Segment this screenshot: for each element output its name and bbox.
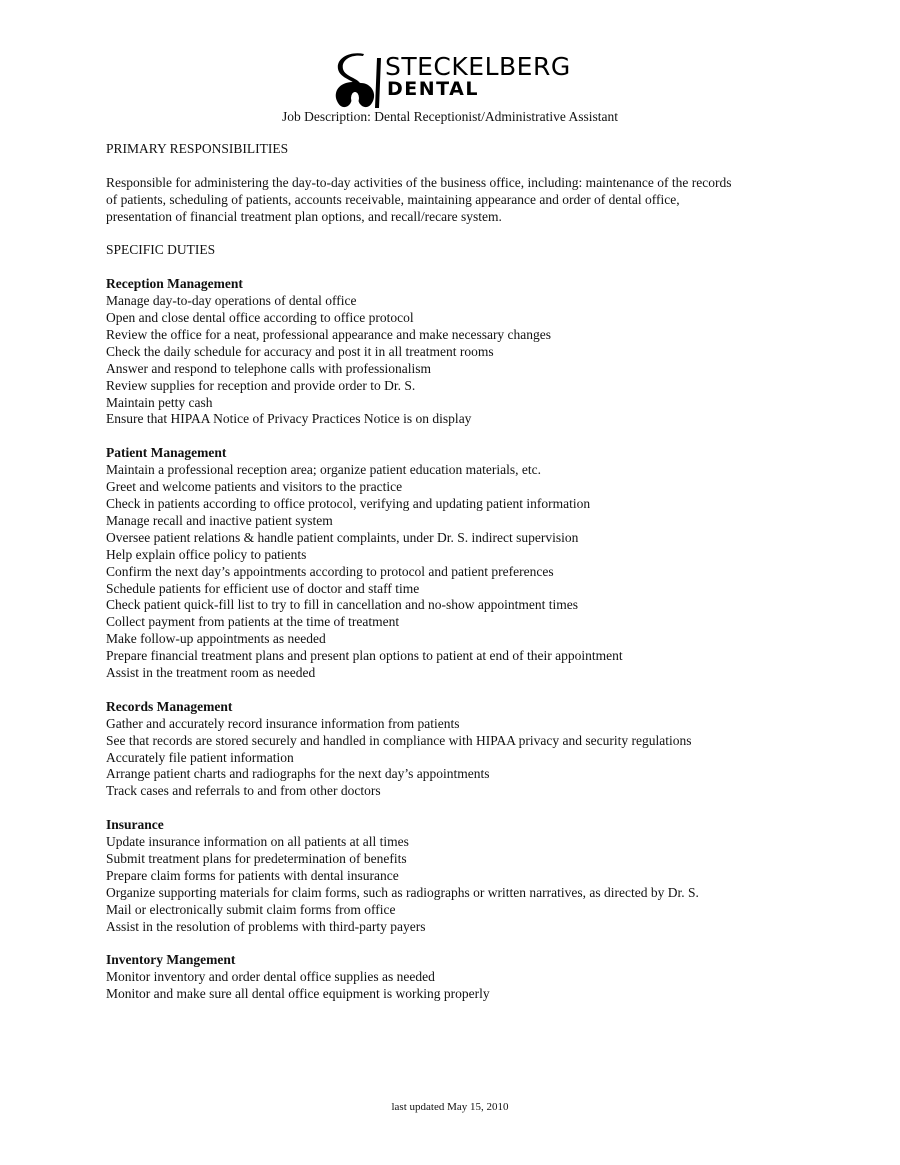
duty-item: Monitor inventory and order dental office supplies as needed — [106, 969, 435, 985]
duty-item: See that records are stored securely and handled in compliance with HIPAA privacy and security regulations — [106, 732, 692, 748]
tooth-s-logo-icon — [333, 52, 389, 110]
section-inventory-management — [106, 952, 806, 1003]
logo-wordmark-top: STECKELBERG — [385, 52, 571, 81]
duty-item: Monitor and make sure all dental office equipment is working properly — [106, 986, 490, 1002]
duty-item: Help explain office policy to patients — [106, 546, 307, 562]
duty-item: Oversee patient relations & handle patient complaints, under Dr. S. indirect supervision — [106, 529, 579, 545]
duty-item: Schedule patients for efficient use of doctor and staff time — [106, 580, 420, 596]
steckelberg-dental-logo — [333, 52, 573, 110]
section-reception-management — [106, 276, 806, 428]
section-heading: Reception Management — [106, 276, 243, 292]
duty-item: Prepare financial treatment plans and present plan options to patient at end of their appointment — [106, 648, 623, 664]
section-insurance — [106, 817, 806, 935]
paragraph-line: of patients, scheduling of patients, accounts receivable, maintaining appearance and order of dental office, — [106, 191, 680, 207]
section-heading: Patient Management — [106, 445, 227, 461]
section-label: PRIMARY RESPONSIBILITIES — [106, 141, 289, 156]
logo-wordmark-bottom: DENTAL — [387, 78, 479, 100]
duty-item: Greet and welcome patients and visitors to the practice — [106, 479, 403, 495]
paragraph-line: presentation of financial treatment plan options, and recall/recare system. — [106, 208, 502, 224]
duty-item: Arrange patient charts and radiographs for the next day’s appointments — [106, 766, 490, 782]
duty-item: Submit treatment plans for predetermination of benefits — [106, 850, 407, 866]
document-body — [106, 141, 806, 1020]
section-label: SPECIFIC DUTIES — [106, 242, 216, 258]
duty-item: Make follow-up appointments as needed — [106, 631, 326, 647]
section-heading: Insurance — [106, 817, 164, 833]
duty-item: Collect payment from patients at the time of treatment — [106, 614, 400, 630]
section-heading: Records Management — [106, 698, 233, 714]
duty-item: Check in patients according to office protocol, verifying and updating patient information — [106, 495, 591, 511]
section-patient-management — [106, 445, 806, 682]
section-records-management — [106, 699, 806, 800]
duty-item: Check the daily schedule for accuracy and post it in all treatment rooms — [106, 343, 494, 359]
duty-item: Maintain petty cash — [106, 394, 213, 410]
paragraph-line: Responsible for administering the day-to-day activities of the business office, including: maintenance of the records — [106, 174, 732, 190]
duty-item: Track cases and referrals to and from other doctors — [106, 783, 381, 799]
duty-item: Prepare claim forms for patients with dental insurance — [106, 867, 399, 883]
duty-item: Confirm the next day’s appointments according to protocol and patient preferences — [106, 563, 554, 579]
duty-item: Maintain a professional reception area; organize patient education materials, etc. — [106, 462, 541, 478]
duty-item: Manage day-to-day operations of dental office — [106, 293, 357, 309]
duty-item: Assist in the resolution of problems with third-party payers — [106, 918, 426, 934]
duty-item: Check patient quick-fill list to try to fill in cancellation and no-show appointment times — [106, 597, 579, 613]
duty-item: Answer and respond to telephone calls with professionalism — [106, 360, 432, 376]
primary-responsibilities-paragraph — [106, 175, 806, 226]
duty-item: Ensure that HIPAA Notice of Privacy Practices Notice is on display — [106, 411, 472, 427]
section-heading: Inventory Mangement — [106, 952, 236, 968]
duty-item: Review supplies for reception and provide order to Dr. S. — [106, 377, 416, 393]
duty-item: Manage recall and inactive patient system — [106, 512, 333, 528]
duty-item: Organize supporting materials for claim forms, such as radiographs or written narratives, as directed by Dr. S. — [106, 884, 699, 900]
duty-item: Gather and accurately record insurance information from patients — [106, 715, 460, 731]
duty-item: Review the office for a neat, professional appearance and make necessary changes — [106, 326, 552, 342]
last-updated-footer: last updated May 15, 2010 — [391, 1101, 509, 1113]
duty-item: Assist in the treatment room as needed — [106, 665, 316, 681]
duty-item: Mail or electronically submit claim forms from office — [106, 901, 396, 917]
duty-item: Accurately file patient information — [106, 749, 294, 765]
job-title: Job Description: Dental Receptionist/Administrative Assistant — [282, 109, 618, 124]
duty-item: Open and close dental office according to office protocol — [106, 310, 414, 326]
duty-item: Update insurance information on all patients at all times — [106, 834, 409, 850]
specific-duties-heading — [106, 242, 806, 259]
primary-responsibilities-heading — [106, 141, 806, 158]
